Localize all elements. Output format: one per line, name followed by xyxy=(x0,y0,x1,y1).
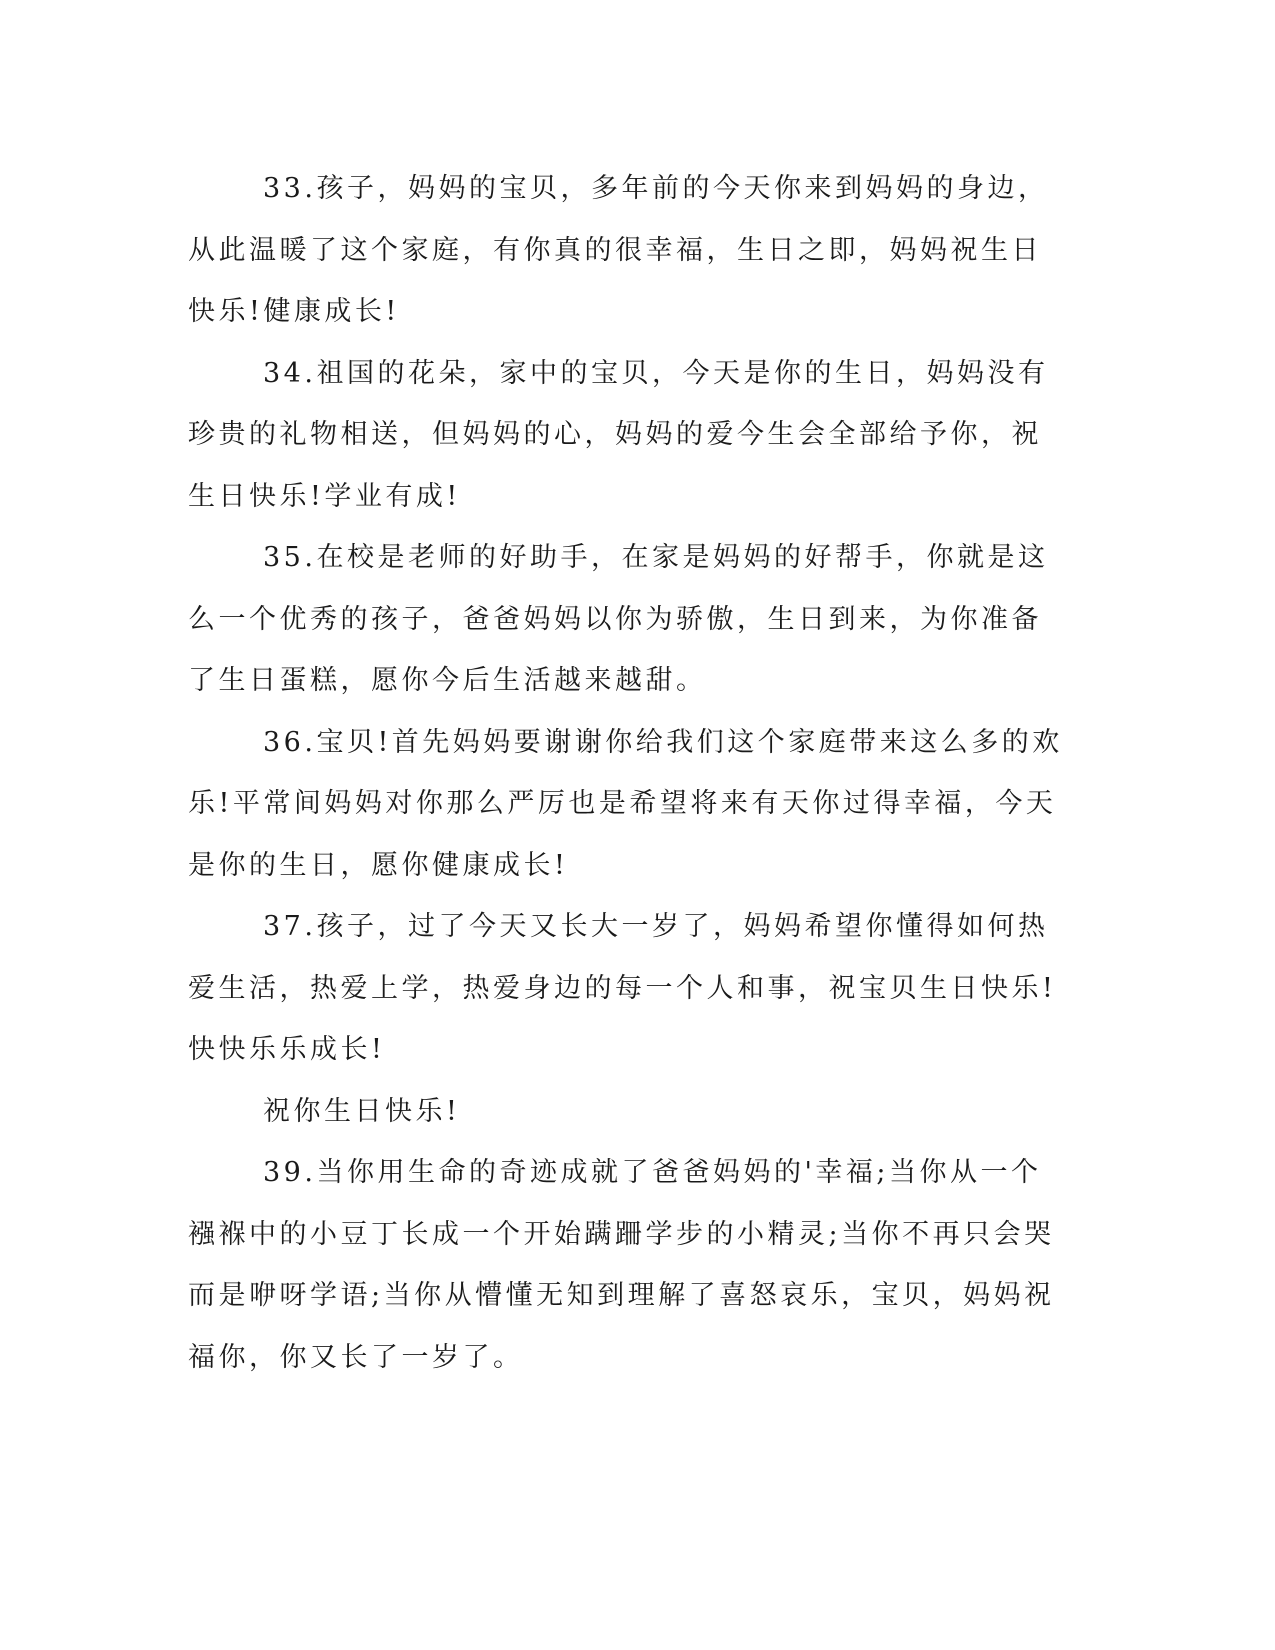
document-body xyxy=(188,158,1068,1388)
paragraph-37: 37.孩子，过了今天又长大一岁了，妈妈希望你懂得如何热爱生活，热爱上学，热爱身边的每一个人和事，祝宝贝生日快乐!快快乐乐成长! xyxy=(188,911,1057,1065)
paragraph-39: 39.当你用生命的奇迹成就了爸爸妈妈的'幸福;当你从一个襁褓中的小豆丁长成一个开始蹒跚学步的小精灵;当你不再只会哭而是咿呀学语;当你从懵懂无知到理解了喜怒哀乐，宝贝，妈妈祝福你，你又长了一岁了。 xyxy=(188,1157,1055,1373)
paragraph-35: 35.在校是老师的好助手，在家是妈妈的好帮手，你就是这么一个优秀的孩子，爸爸妈妈以你为骄傲，生日到来，为你准备了生日蛋糕，愿你今后生活越来越甜。 xyxy=(188,542,1049,696)
paragraph-34: 34.祖国的花朵，家中的宝贝，今天是你的生日，妈妈没有珍贵的礼物相送，但妈妈的心，妈妈的爱今生会全部给予你，祝生日快乐!学业有成! xyxy=(188,357,1049,512)
paragraph-blessing: 祝你生日快乐! xyxy=(263,1095,461,1127)
paragraph-36: 36.宝贝!首先妈妈要谢谢你给我们这个家庭带来这么多的欢乐!平常间妈妈对你那么严厉也是希望将来有天你过得幸福，今天是你的生日，愿你健康成长! xyxy=(188,726,1063,881)
paragraph-33: 33.孩子，妈妈的宝贝，多年前的今天你来到妈妈的身边，从此温暖了这个家庭，有你真的很幸福，生日之即，妈妈祝生日快乐!健康成长! xyxy=(188,173,1049,327)
